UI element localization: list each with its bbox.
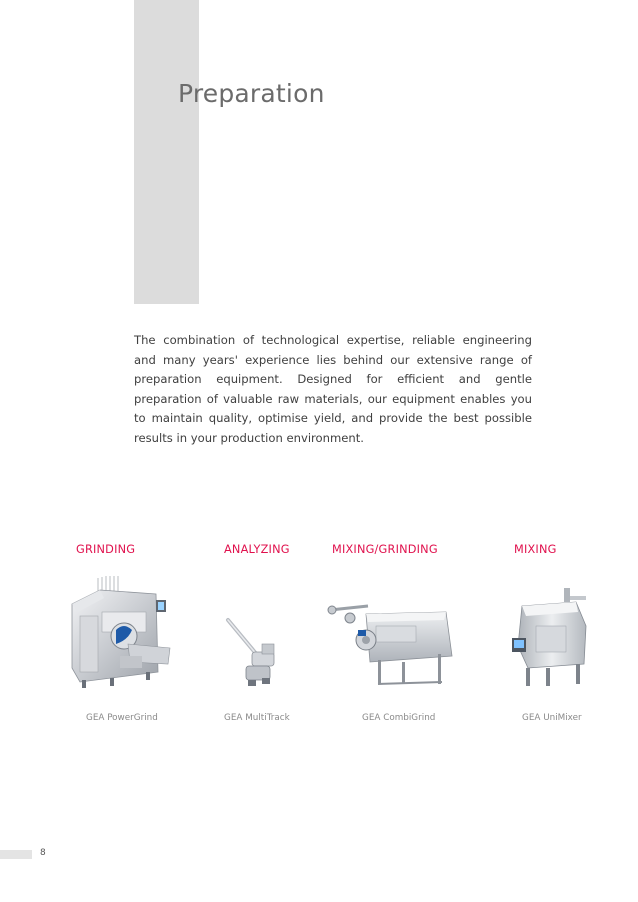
product-name-powergrind: GEA PowerGrind (86, 713, 158, 723)
decorative-grey-bar (134, 0, 199, 304)
mixer-grinder-machine-photo (326, 596, 466, 692)
category-mixing: MIXING (514, 543, 557, 556)
category-mixing-grinding: MIXING/GRINDING (332, 543, 438, 556)
grinder-machine-photo (60, 572, 180, 692)
product-name-unimixer: GEA UniMixer (522, 713, 582, 723)
product-name-multitrack: GEA MultiTrack (224, 713, 290, 723)
product-name-combigrind: GEA CombiGrind (362, 713, 436, 723)
page-number: 8 (40, 848, 46, 858)
category-grinding: GRINDING (76, 543, 136, 556)
page-title: Preparation (178, 79, 325, 108)
intro-paragraph: The combination of technological expertise, reliable engineering and many years' experience lies behind our extensive range of preparation equipment. Designed for efficient and gentle preparation of valuable raw materials, our equipment enables you to maintain quality, optimise yield, and provide the best possible results in your production environment. (134, 333, 532, 445)
analyzer-arm-photo (222, 612, 292, 692)
mixer-machine-photo (506, 586, 596, 692)
category-analyzing: ANALYZING (224, 543, 290, 556)
page-number-tab (0, 850, 32, 859)
